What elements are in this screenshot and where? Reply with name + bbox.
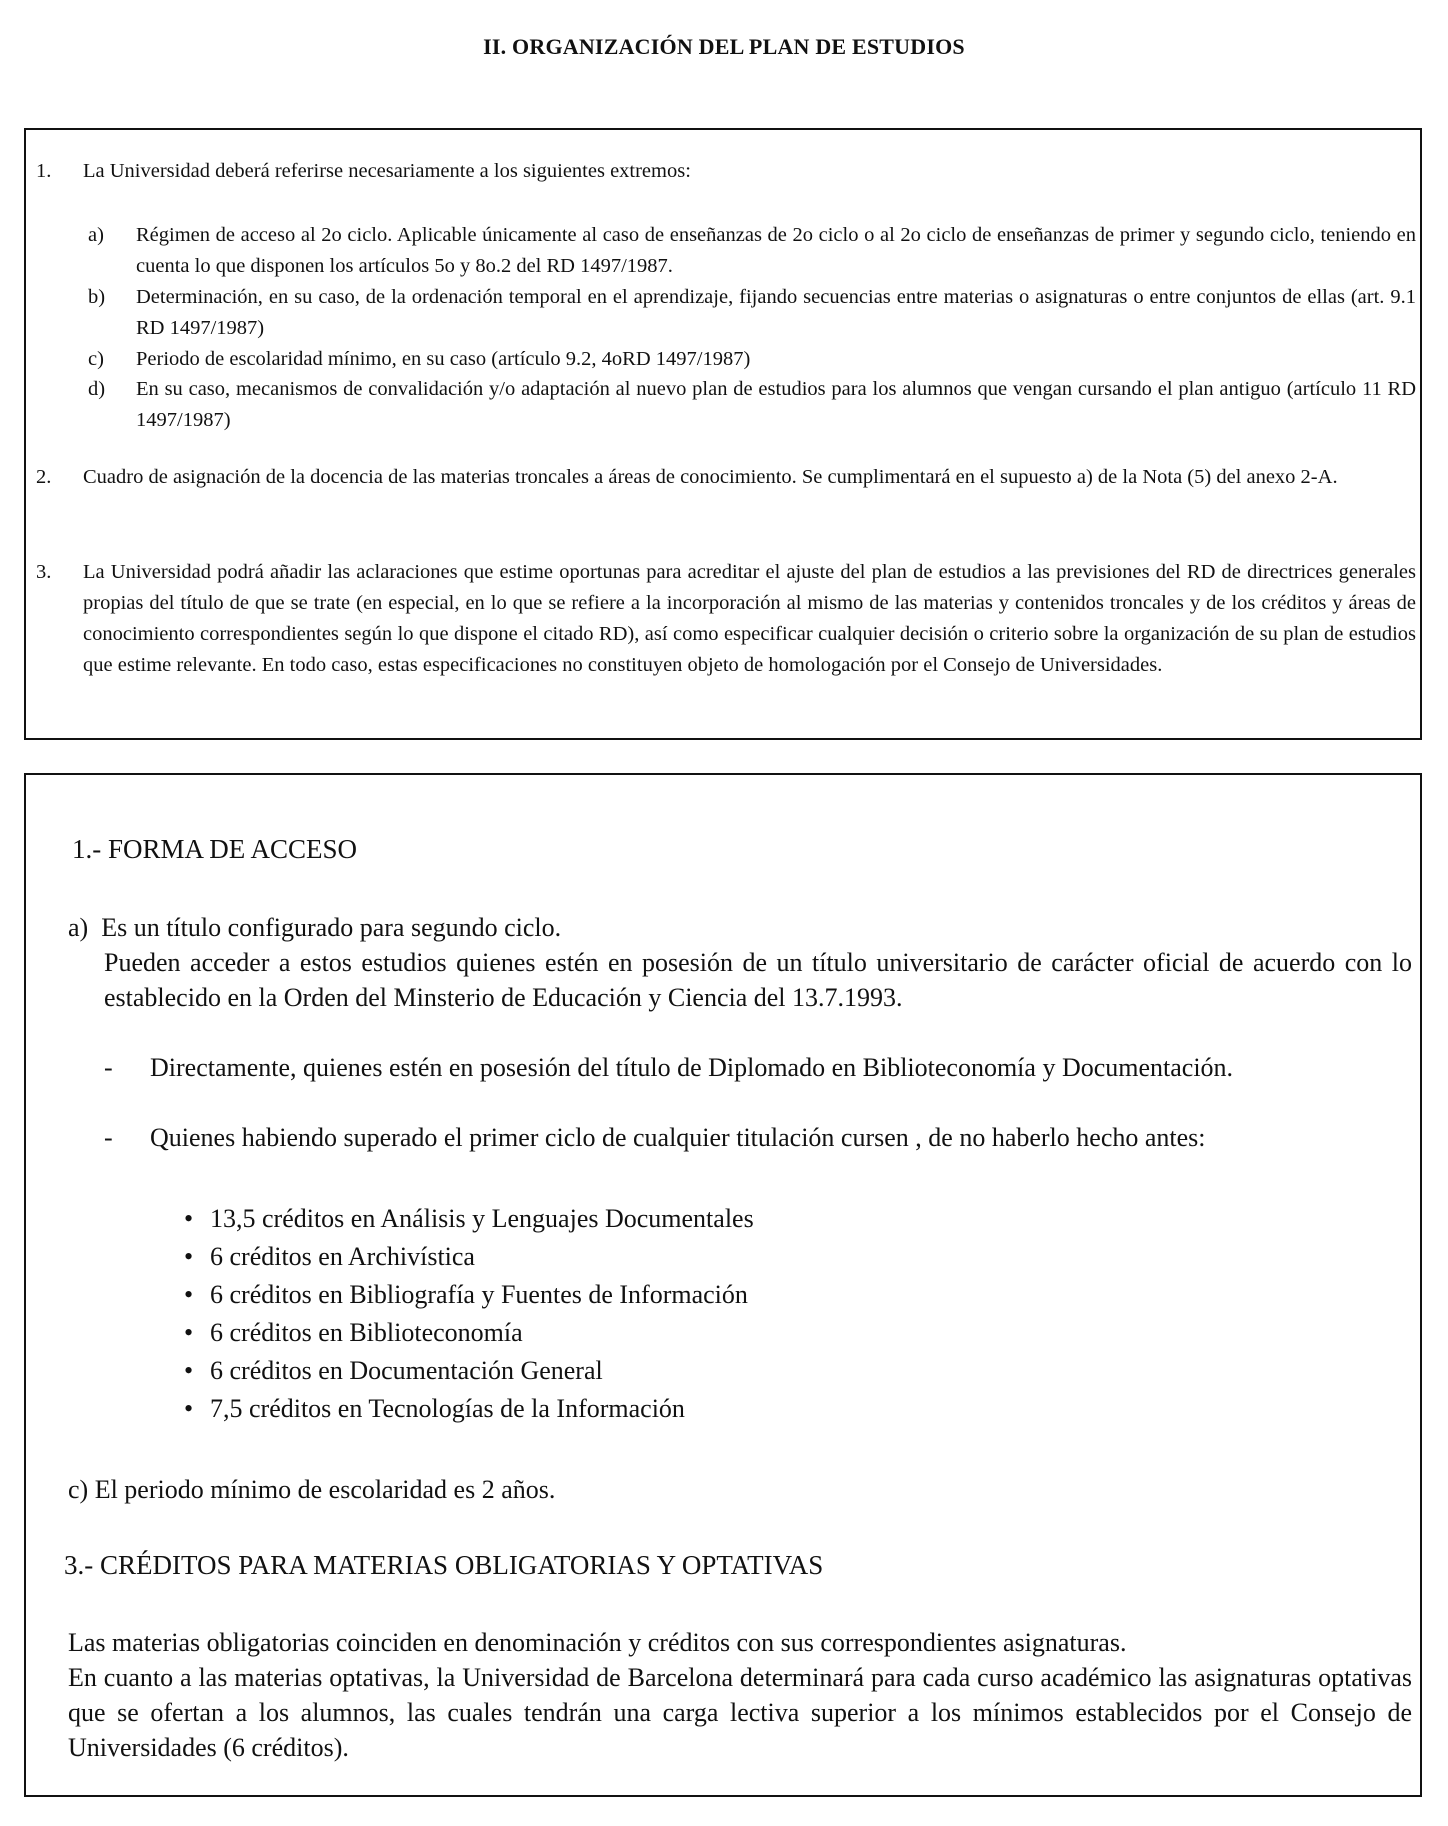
bullet-icon: • bbox=[184, 1318, 194, 1347]
dash-marker: - bbox=[104, 1053, 113, 1082]
bullet-icon: • bbox=[184, 1280, 194, 1309]
list-item bbox=[180, 1390, 754, 1428]
list-item-text: 6 créditos en Bibliografía y Fuentes de Información bbox=[210, 1280, 748, 1309]
instruction-subitem-c bbox=[88, 344, 1416, 375]
subitem-label: a) bbox=[88, 224, 104, 246]
section-heading-credits: 3.- CRÉDITOS PARA MATERIAS OBLIGATORIAS Y OPTATIVAS bbox=[64, 1550, 824, 1580]
bullet-icon: • bbox=[184, 1356, 194, 1385]
minimum-period: c) El periodo mínimo de escolaridad es 2 años. bbox=[68, 1475, 556, 1504]
list-item bbox=[180, 1238, 754, 1276]
subitem-text: Régimen de acceso al 2o ciclo. Aplicable únicamente al caso de enseñanzas de 2o ciclo o al 2o ciclo de enseñanzas de primer y segundo ciclo, teniendo en cuenta lo que disponen los artículos 5o y 8o.2 del RD 1497/1987. bbox=[136, 224, 1416, 277]
list-item-text: 6 créditos en Archivística bbox=[210, 1242, 475, 1271]
subitem-text: Periodo de escolaridad mínimo, en su caso (artículo 9.2, 4oRD 1497/1987) bbox=[136, 348, 751, 370]
subitem-text: Determinación, en su caso, de la ordenación temporal en el aprendizaje, fijando secuencias entre materias o asignaturas o entre conjuntos de ellas (art. 9.1 RD 1497/1987) bbox=[136, 286, 1416, 339]
instruction-number: 2. bbox=[36, 466, 52, 488]
subitem-label: b) bbox=[88, 286, 106, 308]
instruction-subitem-d bbox=[88, 374, 1416, 436]
credits-line-1: Las materias obligatorias coinciden en denominación y créditos con sus correspondientes asignaturas. bbox=[68, 1628, 1127, 1657]
instruction-item-2 bbox=[36, 462, 1416, 493]
subitem-text: En su caso, mecanismos de convalidación y/o adaptación al nuevo plan de estudios para los alumnos que vengan cursando el plan antiguo (artículo 11 RD 1497/1987) bbox=[136, 378, 1416, 431]
subitem-label: d) bbox=[88, 378, 106, 400]
instruction-text: La Universidad podrá añadir las aclaraciones que estime oportunas para acreditar el ajuste del plan de estudios a las previsiones del RD de directrices generales propias del título de que se trate (en especial, en lo que se refiere a la incorporación al mismo de las materias y contenidos troncales y de los créditos y áreas de conocimiento correspondientes según lo que dispone el citado RD), así como especificar cualquier decisión o criterio sobre la organización de su plan de estudios que estime relevante. En todo caso, estas especificaciones no constituyen objeto de homologación por el Consejo de Universidades. bbox=[83, 561, 1416, 676]
instruction-item-1 bbox=[36, 156, 1416, 187]
instruction-item-3 bbox=[36, 557, 1416, 681]
required-credits-list bbox=[180, 1200, 754, 1428]
list-item-text: 6 créditos en Documentación General bbox=[210, 1356, 603, 1385]
instruction-number: 3. bbox=[36, 561, 52, 583]
list-item bbox=[180, 1200, 754, 1238]
access-condition-text: Quienes habiendo superado el primer ciclo de cualquier titulación cursen , de no haberlo hecho antes: bbox=[150, 1123, 1206, 1152]
access-option-a: a) Es un título configurado para segundo ciclo. bbox=[68, 913, 562, 942]
page-title: II. ORGANIZACIÓN DEL PLAN DE ESTUDIOS bbox=[483, 34, 965, 59]
access-condition-2 bbox=[104, 1120, 1412, 1155]
list-item-text: 6 créditos en Biblioteconomía bbox=[210, 1318, 523, 1347]
instruction-subitem-b bbox=[88, 282, 1416, 344]
instruction-number: 1. bbox=[36, 160, 52, 182]
bullet-icon: • bbox=[184, 1394, 194, 1423]
instruction-subitem-a bbox=[88, 220, 1416, 282]
bullet-icon: • bbox=[184, 1204, 194, 1233]
access-condition-1 bbox=[104, 1050, 1412, 1085]
bullet-icon: • bbox=[184, 1242, 194, 1271]
list-item bbox=[180, 1314, 754, 1352]
list-item-text: 13,5 créditos en Análisis y Lenguajes Documentales bbox=[210, 1204, 754, 1233]
section-heading-access: 1.- FORMA DE ACCESO bbox=[72, 834, 358, 864]
instruction-text: La Universidad deberá referirse necesariamente a los siguientes extremos: bbox=[83, 160, 691, 182]
access-condition-text: Directamente, quienes estén en posesión del título de Diplomado en Biblioteconomía y Documentación. bbox=[150, 1053, 1234, 1082]
subitem-label: c) bbox=[88, 348, 104, 370]
access-description: Pueden acceder a estos estudios quienes estén en posesión de un título universitario de carácter oficial de acuerdo con lo establecido en la Orden del Minsterio de Educación y Ciencia del 13.7.1993. bbox=[104, 948, 1412, 1012]
list-item bbox=[180, 1276, 754, 1314]
credits-paragraph: En cuanto a las materias optativas, la Universidad de Barcelona determinará para cada curso académico las asignaturas optativas que se ofertan a los alumnos, las cuales tendrán una carga lectiva superior a los mínimos establecidos por el Consejo de Universidades (6 créditos). bbox=[68, 1663, 1412, 1762]
list-item-text: 7,5 créditos en Tecnologías de la Información bbox=[210, 1394, 685, 1423]
dash-marker: - bbox=[104, 1123, 113, 1152]
list-item bbox=[180, 1352, 754, 1390]
instruction-text: Cuadro de asignación de la docencia de las materias troncales a áreas de conocimiento. Se cumplimentará en el supuesto a) de la Nota (5) del anexo 2-A. bbox=[83, 466, 1338, 488]
